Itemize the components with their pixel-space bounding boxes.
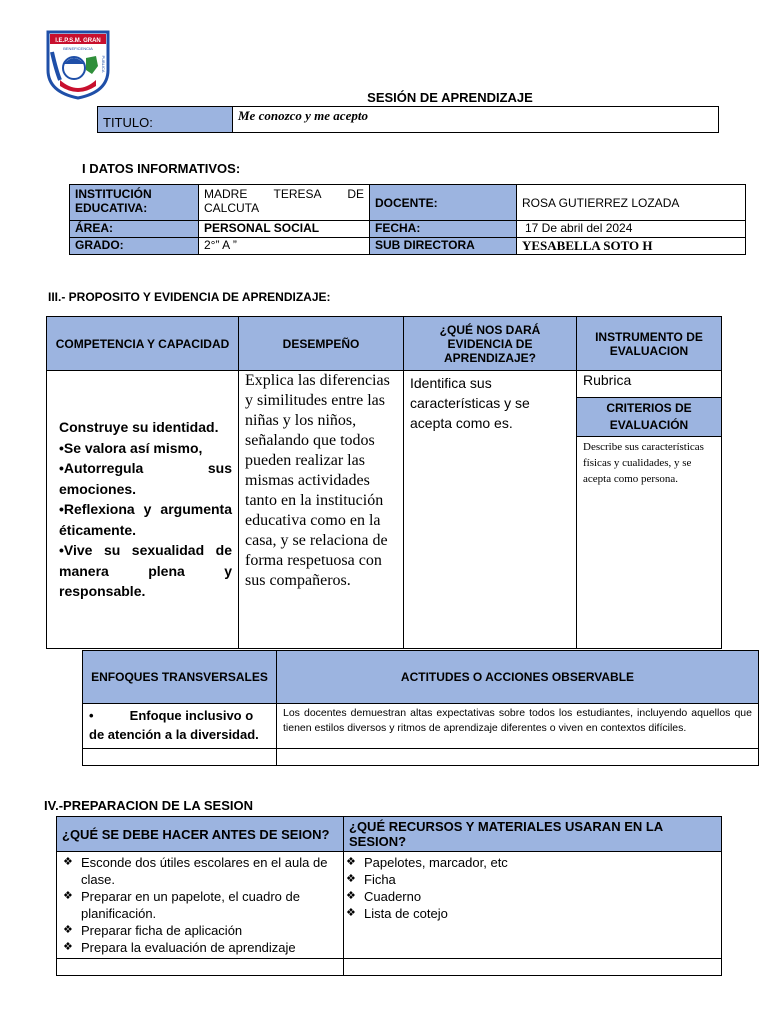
empty-cell xyxy=(277,749,759,766)
recursos-item: ❖ Ficha xyxy=(346,871,719,888)
docente-value: ROSA GUTIERREZ LOZADA xyxy=(517,185,746,221)
desempeno-header: DESEMPEÑO xyxy=(239,317,404,371)
competencia-item: •Reflexiona y argumenta éticamente. xyxy=(59,501,232,538)
instrumento-cell xyxy=(577,371,722,649)
titulo-label: TITULO: xyxy=(98,107,233,133)
competencia-cell xyxy=(47,371,239,649)
titulo-value: Me conozco y me acepto xyxy=(233,107,719,133)
actitud-text: Los docentes demuestran altas expectativas sobre todos los estudiantes, incluyendo aquellos que tienen estilos diversos y ritmos de aprendizaje diferentes o viven en contextos difíciles. xyxy=(277,704,759,749)
instrumento-value: Rubrica xyxy=(577,371,721,398)
recursos-cell xyxy=(344,852,722,959)
competencia-item: •Autorregula sus emociones. xyxy=(59,460,232,497)
competencia-item: Construye su identidad. xyxy=(59,419,219,436)
enfoque-text: • Enfoque inclusivo o de atención a la diversidad. xyxy=(83,704,277,749)
institucion-label: INSTITUCIÓN EDUCATIVA: xyxy=(70,185,199,221)
recursos-item: ❖ Papelotes, marcador, etc xyxy=(346,854,719,871)
proposito-table xyxy=(46,316,722,649)
desempeno-text: Explica las diferencias y similitudes entre las niñas y los niños, señalando que todos pueden realizar las mismas actividades tanto en la institución educativa como en la casa, y se relaciona de forma respetuosa con sus compañeros. xyxy=(239,371,404,649)
area-value: PERSONAL SOCIAL xyxy=(199,221,370,238)
proposito-heading: III.- PROPOSITO Y EVIDENCIA DE APRENDIZAJE: xyxy=(48,290,331,304)
evidencia-header: ¿QUÉ NOS DARÁ EVIDENCIA DE APRENDIZAJE? xyxy=(404,317,577,371)
enfoques-table xyxy=(82,650,759,766)
institucion-value: MADRE TERESA DE CALCUTA xyxy=(199,185,370,221)
recursos-item: ❖ Lista de cotejo xyxy=(346,905,719,922)
area-label: ÁREA: xyxy=(70,221,199,238)
enfoques-header: ENFOQUES TRANSVERSALES xyxy=(83,651,277,704)
datos-heading: I DATOS INFORMATIVOS: xyxy=(82,161,241,176)
criterios-header: CRITERIOS DE EVALUACIÓN xyxy=(577,398,721,437)
preparacion-table xyxy=(56,816,722,976)
grado-label: GRADO: xyxy=(70,238,199,255)
recursos-header: ¿QUÉ RECURSOS Y MATERIALES USARAN EN LA SESION? xyxy=(344,817,722,852)
titulo-table xyxy=(97,106,719,133)
fecha-label: FECHA: xyxy=(370,221,517,238)
competencia-header: COMPETENCIA Y CAPACIDAD xyxy=(47,317,239,371)
logo-top-text: I.E.P.S.M. GRAN xyxy=(55,38,101,44)
empty-cell xyxy=(344,959,722,976)
antes-cell xyxy=(57,852,344,959)
antes-item: ❖ Prepara la evaluación de aprendizaje xyxy=(63,939,337,956)
antes-header: ¿QUÉ SE DEBE HACER ANTES DE SEION? xyxy=(57,817,344,852)
preparacion-heading: IV.-PREPARACION DE LA SESION xyxy=(44,798,253,813)
recursos-item: ❖ Cuaderno xyxy=(346,888,719,905)
evidencia-text: Identifica sus características y se acepta como es. xyxy=(404,371,577,649)
logo-left-text: BENEFICENCIA xyxy=(63,46,93,51)
docente-label: DOCENTE: xyxy=(370,185,517,221)
antes-item: ❖ Esconde dos útiles escolares en el aula de clase. xyxy=(63,854,337,888)
competencia-item: •Vive su sexualidad de manera plena y responsable. xyxy=(59,542,232,600)
instrumento-header: INSTRUMENTO DE EVALUACION xyxy=(577,317,722,371)
grado-value: 2°” A ” xyxy=(199,238,370,255)
actitudes-header: ACTITUDES O ACCIONES OBSERVABLE xyxy=(277,651,759,704)
datos-table xyxy=(69,184,746,255)
fecha-value: 17 De abril del 2024 xyxy=(517,221,746,238)
empty-cell xyxy=(83,749,277,766)
page-title: SESIÓN DE APRENDIZAJE xyxy=(367,90,533,105)
competencia-item: •Se valora así mismo, xyxy=(59,439,203,456)
subdirectora-value: YESABELLA SOTO H xyxy=(517,238,746,255)
antes-item: ❖ Preparar ficha de aplicación xyxy=(63,922,337,939)
criterios-text: Describe sus características físicas y cualidades, y se acepta como persona. xyxy=(583,441,704,485)
empty-cell xyxy=(57,959,344,976)
subdirectora-label: SUB DIRECTORA xyxy=(370,238,517,255)
logo-right-text: PUBLICA xyxy=(101,55,106,73)
antes-item: ❖ Preparar en un papelote, el cuadro de planificación. xyxy=(63,888,337,922)
